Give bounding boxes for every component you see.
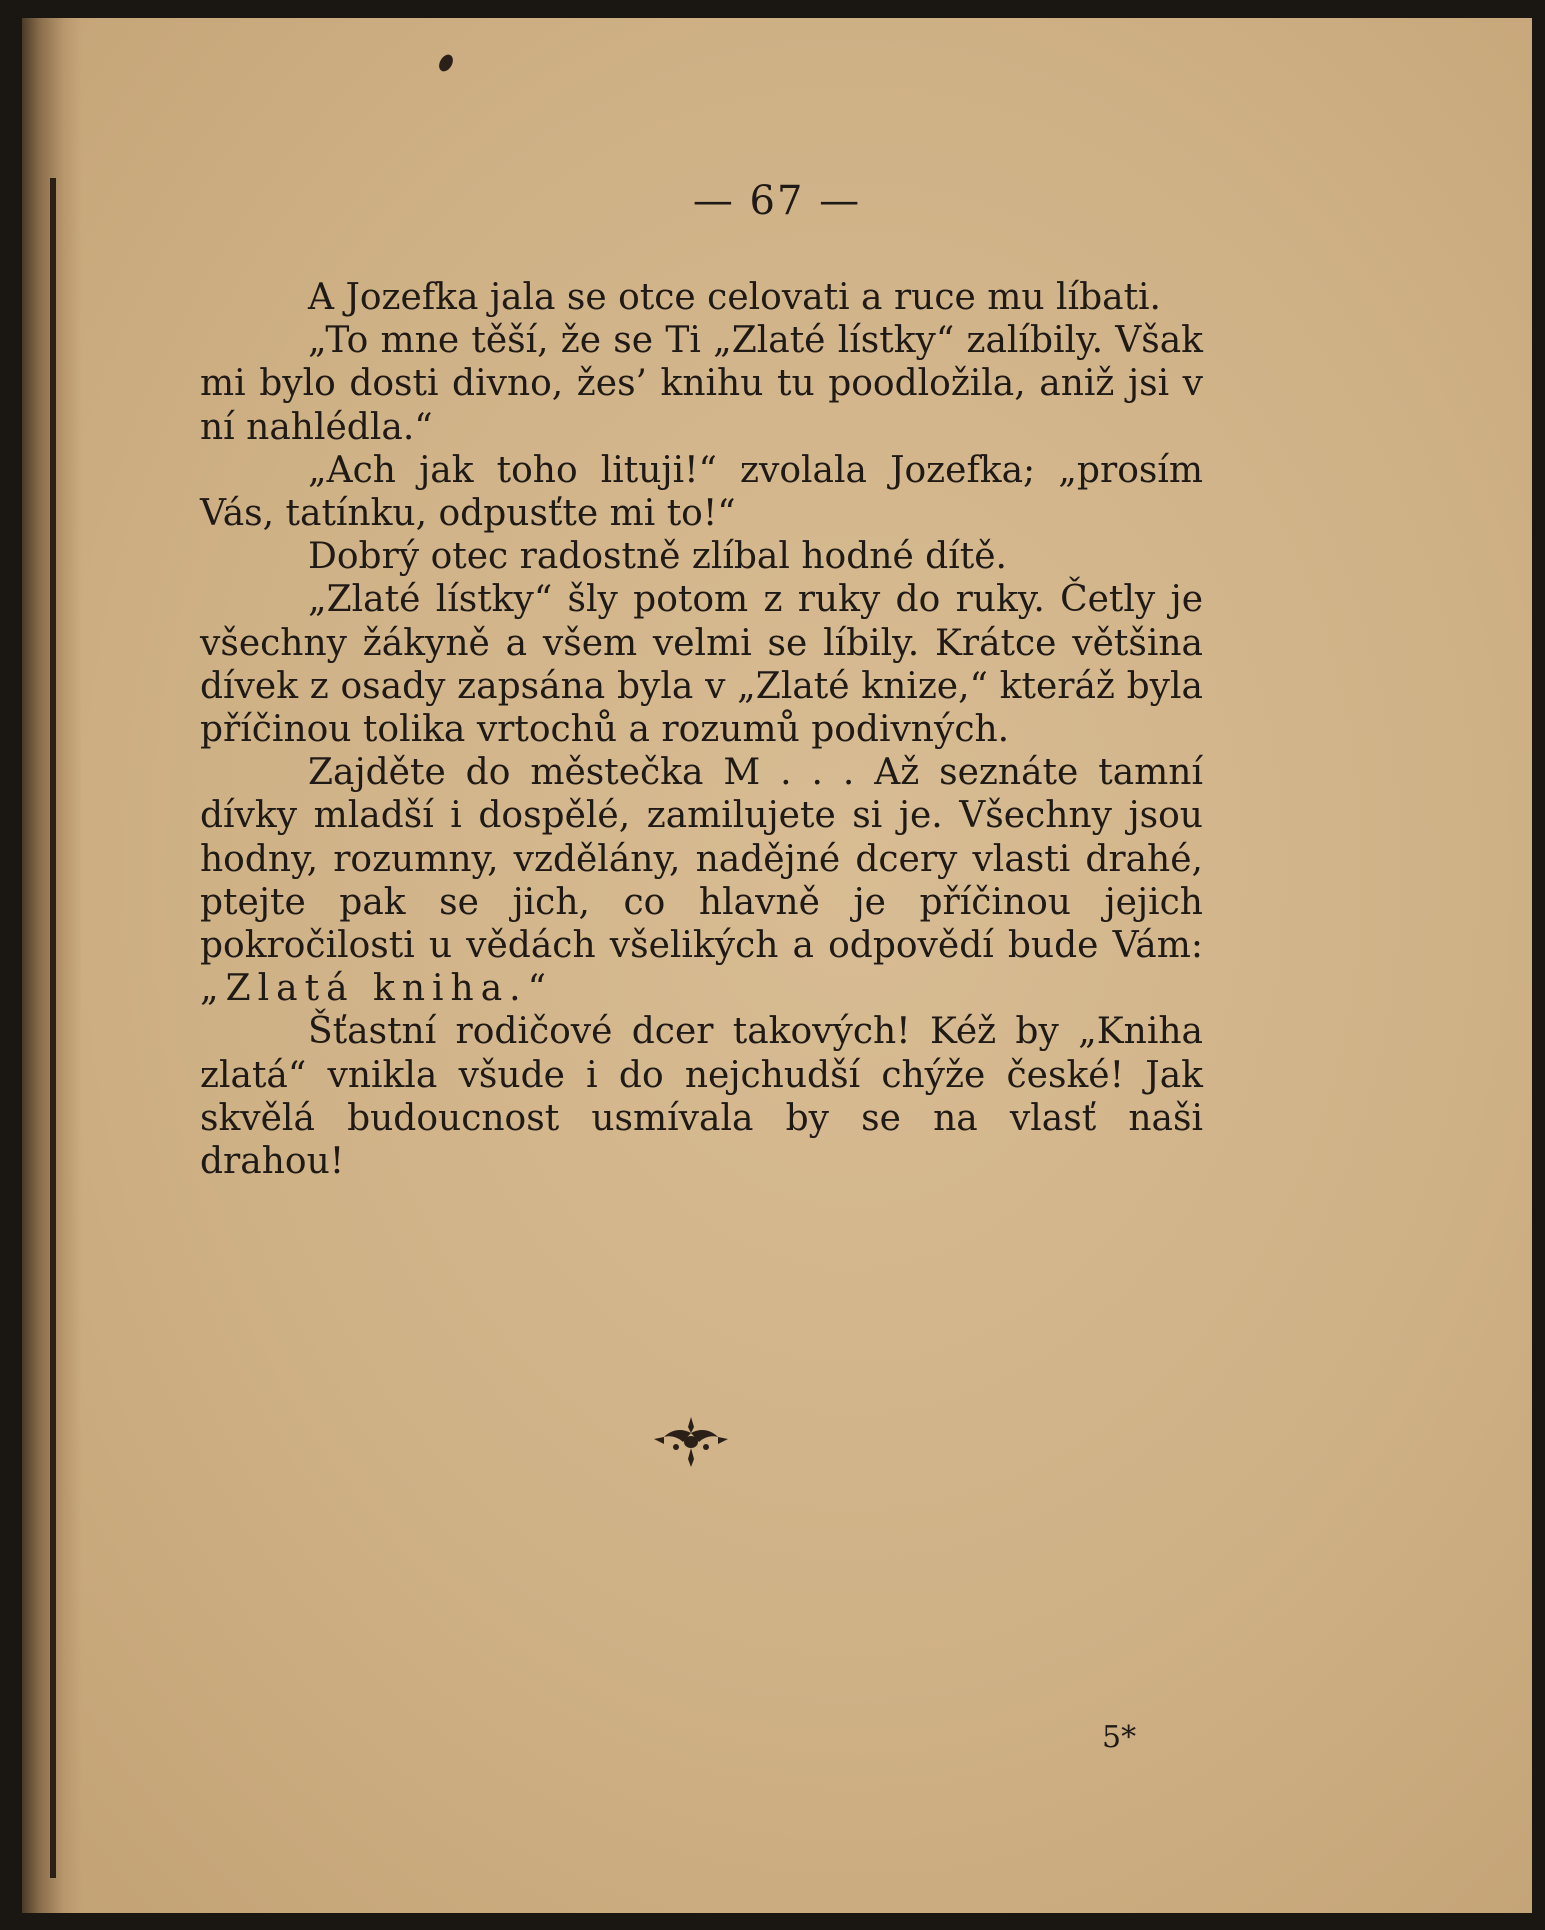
spine-edge-line: [50, 178, 56, 1878]
body-text: [200, 276, 1203, 1183]
fleuron-icon: [650, 1413, 732, 1471]
signature-mark: 5*: [1102, 1720, 1137, 1755]
paragraph: „Ach jak toho lituji!“ zvolala Jozefka; „prosím Vás, tatínku, odpusťte mi to!“: [200, 449, 1203, 535]
paragraph: „To mne těší, že se Ti „Zlaté lístky“ zalíbily. Však mi bylo dosti divno, žes’ knihu tu poodložila, aniž jsi v ní nahlédla.“: [200, 320, 1203, 448]
paragraph: A Jozefka jala se otce celovati a ruce mu líbati.: [308, 277, 1161, 318]
book-page: [22, 18, 1532, 1913]
paragraph: Zajděte do městečka M . . . Až seznáte tamní dívky mladší i dospělé, zamilujete si je. Všechny jsou hodny, rozumny, vzdělány, nadějné dcery vlasti drahé, ptejte pak se jich, co hlavně je příčinou jejich pokročilosti u vědách všelikých a odpovědí bude Vám:: [200, 752, 1203, 967]
paragraph-with-title: [200, 751, 1203, 1010]
paragraph: Šťastní rodičové dcer takových! Kéž by „Kniha zlatá“ vnikla všude i do nejchudší chýže české! Jak skvělá budoucnost usmívala by se na vlasť naši drahou!: [200, 1011, 1203, 1183]
paragraph: „Zlaté lístky“ šly potom z ruky do ruky. Četly je všechny žákyně a všem velmi se líbily. Krátce většina dívek z osady zapsána byla v „Zlaté knize,“ kteráž byla příčinou tolika vrtochů a rozumů podivných.: [200, 579, 1203, 751]
book-title-emphasis: „Zlatá kniha.“: [200, 968, 554, 1010]
page-number: — 67 —: [692, 178, 862, 224]
paragraph: Dobrý otec radostně zlíbal hodné dítě.: [308, 536, 1007, 578]
ink-spot: [436, 52, 455, 74]
